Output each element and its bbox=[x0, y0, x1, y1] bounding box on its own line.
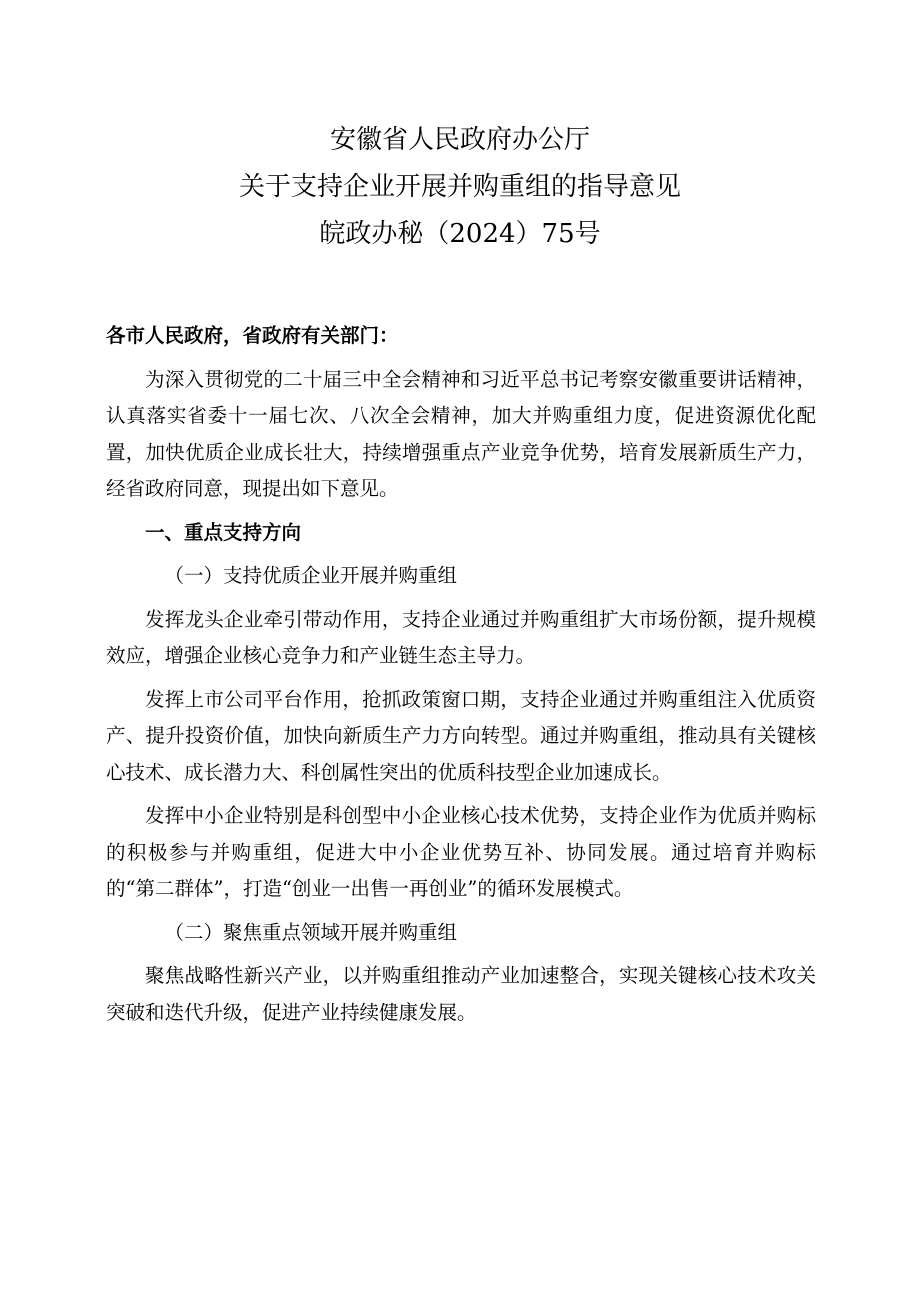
body-paragraph: 发挥上市公司平台作用，抢抓政策窗口期，支持企业通过并购重组注入优质资产、提升投资价值，加快向新质生产力方向转型。通过并购重组，推动具有关键核心技术、成长潜力大、科创属性突出的优质科技型企业加速成长。 bbox=[106, 687, 816, 784]
document-title: 关于支持企业开展并购重组的指导意见 bbox=[238, 172, 681, 202]
issuer-title: 安徽省人民政府办公厅 bbox=[329, 125, 590, 155]
section-heading: 一、重点支持方向 bbox=[145, 520, 302, 544]
document-number: 皖政办秘（2024）75号 bbox=[319, 219, 601, 249]
subsection-heading: （二）聚焦重点领域开展并购重组 bbox=[164, 920, 458, 944]
subsection-heading: （一）支持优质企业开展并购重组 bbox=[164, 564, 458, 587]
intro-paragraph: 为深入贯彻党的二十届三中全会精神和习近平总书记考察安徽重要讲话精神，认真落实省委十一届七次、八次全会精神，加大并购重组力度，促进资源优化配置，加快优质企业成长壮大，持续增强重点产业竞争优势，培育发展新质生产力，经省政府同意，现提出如下意见。 bbox=[106, 367, 816, 500]
document-body bbox=[106, 318, 816, 1038]
body-paragraph: 聚焦战略性新兴产业，以并购重组推动产业加速整合，实现关键核心技术攻关突破和迭代升级，促进产业持续健康发展。 bbox=[106, 964, 816, 1024]
document-title-block bbox=[0, 117, 920, 258]
addressee: 各市人民政府，省政府有关部门： bbox=[106, 324, 399, 347]
body-paragraph: 发挥中小企业特别是科创型中小企业核心技术优势，支持企业作为优质并购标的积极参与并购重组，促进大中小企业优势互补、协同发展。通过培育并购标的“第二群体”，打造“创业一出售一再创业”的循环发展模式。 bbox=[106, 804, 816, 900]
body-paragraph: 发挥龙头企业牵引带动作用，支持企业通过并购重组扩大市场份额，提升规模效应，增强企业核心竞争力和产业链生态主导力。 bbox=[106, 607, 816, 667]
